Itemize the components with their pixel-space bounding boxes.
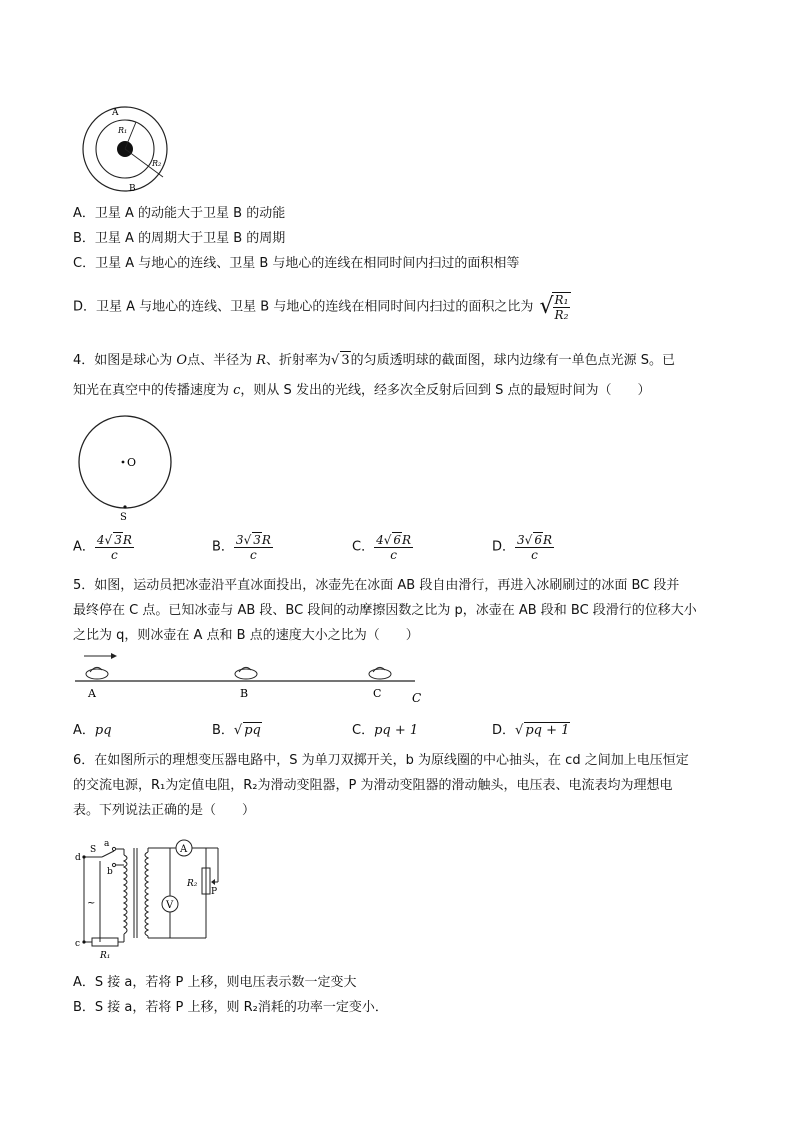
label-voltmeter: V — [166, 900, 174, 911]
label-r2: R₂ — [152, 159, 162, 168]
q6-stem-line2: 的交流电源，R₁为定值电阻，R₂为滑动变阻器，P 为滑动变阻器的滑动触头，电压表、电流表均为理想电 — [73, 778, 673, 793]
label-p: P — [211, 887, 218, 897]
q5-option-c[interactable]: C．pq + 1 — [352, 723, 419, 738]
q4-stem-line1: 4．如图是球心为 O点、半径为 R、折射率为√ 3的匀质透明球的截面图，球内边缘有一单色点光源 S。已 — [73, 353, 675, 368]
label-b: B — [129, 184, 136, 194]
label-r1: R₁ — [118, 126, 128, 135]
q3-option-d[interactable] — [73, 289, 571, 326]
q5-option-d[interactable]: D．√ pq + 1 — [492, 723, 570, 738]
label-b: b — [107, 867, 113, 877]
label-s: S — [90, 845, 97, 855]
label-a: a — [104, 839, 110, 849]
label-c-italic: C — [412, 691, 422, 705]
label-r1: R₁ — [100, 951, 111, 960]
label-o: O — [127, 456, 137, 469]
label-a: A — [112, 108, 119, 118]
label-c: c — [75, 939, 81, 949]
sphere-figure — [72, 414, 182, 524]
q5-stem-line2: 最终停在 C 点。已知冰壶与 AB 段、BC 段间的动摩擦因数之比为 p，冰壶在 AB 段和 BC 段滑行的位移大小 — [73, 603, 697, 618]
q5-stem-line3: 之比为 q，则冰壶在 A 点和 B 点的速度大小之比为（ ） — [73, 628, 419, 643]
stone-b — [235, 667, 257, 679]
q4-option-b[interactable]: B． $\frac{3√ 3R}{c}$ — [212, 533, 271, 562]
q3-option-a[interactable]: A．卫星 A 的动能大于卫星 B 的动能 — [73, 206, 286, 221]
q6-option-a[interactable]: A．S 接 a，若将 P 上移，则电压表示数一定变大 — [73, 975, 357, 990]
curling-figure — [70, 650, 430, 706]
q5-stem-line1: 5．如图，运动员把冰壶沿平直冰面投出，冰壶先在冰面 AB 段自由滑行，再进入冰刷刷过的冰面 BC 段并 — [73, 578, 680, 593]
label-ammeter: A — [180, 844, 188, 855]
q4-option-c[interactable]: C． $\frac{4√ 6R}{c}$ — [352, 533, 412, 562]
stone-c — [369, 667, 391, 679]
satellite-orbit-figure — [72, 102, 182, 194]
label-d: d — [75, 853, 81, 863]
label-c: C — [373, 687, 382, 700]
stone-a — [86, 667, 108, 679]
q3-option-d-radical: √ — [539, 294, 554, 319]
q4-option-a[interactable]: A． $\frac{4√ 3R}{c}$ — [73, 533, 132, 562]
q3-option-b[interactable]: B．卫星 A 的周期大于卫星 B 的周期 — [73, 231, 286, 246]
q5-option-b[interactable]: B．√ pq — [212, 723, 261, 738]
q6-option-b[interactable]: B．S 接 a，若将 P 上移，则 R₂消耗的功率一定变小． — [73, 1000, 388, 1015]
q5-option-a[interactable]: A．pq — [73, 723, 112, 738]
label-b: B — [240, 687, 249, 700]
q3-option-d-fraction: $\frac{\text{R₁}}{\text{R₂}}$ — [552, 292, 572, 322]
label-r2: R₂ — [187, 879, 198, 889]
label-a: A — [88, 687, 96, 700]
q3-option-d-text: D．卫星 A 与地心的连线、卫星 B 与地心的连线在相同时间内扫过的面积之比为 — [73, 299, 534, 315]
q4-stem-line2: 知光在真空中的传播速度为 c，则从 S 发出的光线，经多次全反射后回到 S 点的最短时间为（ ） — [73, 383, 651, 398]
q3-option-c[interactable]: C．卫星 A 与地心的连线、卫星 B 与地心的连线在相同时间内扫过的面积相等 — [73, 256, 520, 271]
q4-option-d[interactable]: D． $\frac{3√ 6R}{c}$ — [492, 533, 552, 562]
label-s: S — [120, 512, 127, 523]
q6-stem-line3: 表。下列说法正确的是（ ） — [73, 803, 256, 818]
transformer-circuit-figure — [70, 834, 230, 960]
q6-stem-line1: 6．在如图所示的理想变压器电路中，S 为单刀双掷开关，b 为原线圈的中心抽头，在 cd 之间加上电压恒定 — [73, 753, 689, 768]
label-ac: ~ — [87, 898, 96, 909]
